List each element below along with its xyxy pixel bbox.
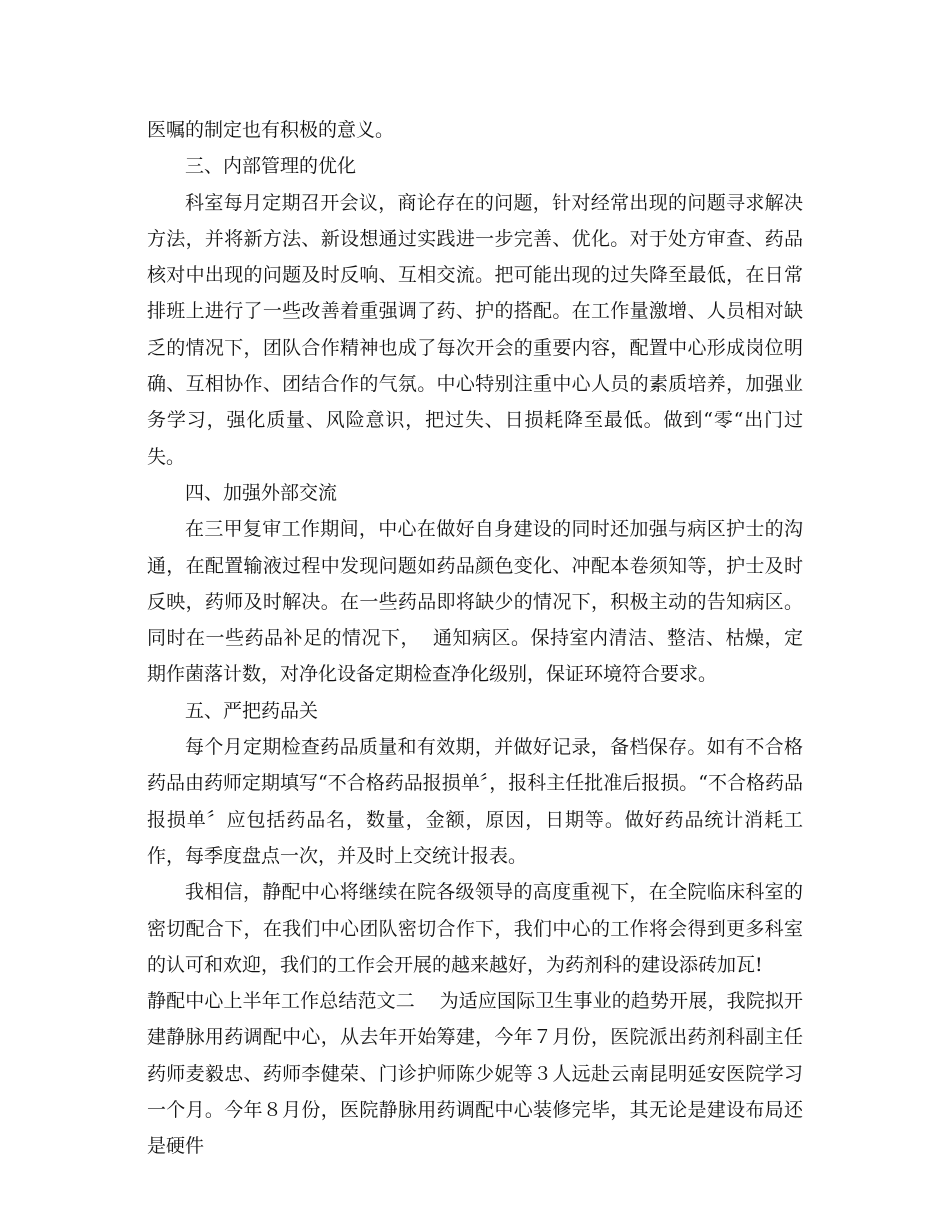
paragraph-continuation: 医嘱的制定也有积极的意义。 (147, 119, 395, 141)
paragraph-conclusion: 我相信，静配中心将继续在院各级领导的高度重视下，在全院临床科室的密切配合下，在我们中心团队密切合作下，我们中心的工作将会得到更多科室的认可和欢迎，我们的工作会开展的越来越好，为药剂科的建设添砖加瓦! (147, 881, 803, 976)
paragraph-internal-management: 科室每月定期召开会议，商论存在的问题，针对经常出现的问题寻求解决方法，并将新方法、新设想通过实践进一步完善、优化。对于处方审查、药品核对中出现的问题及时反响、互相交流。把可能出现的过失降至最低，在日常排班上进行了一些改善着重强调了药、护的搭配。在工作量激增、人员相对缺乏的情况下，团队合作精神也成了每次开会的重要内容，配置中心形成岗位明确、互相协作、团结合作的气氛。中心特别注重中心人员的素质培养，加强业务学习，强化质量、风险意识，把过失、日损耗降至最低。做到“零“出门过失。 (147, 191, 803, 468)
section-heading-internal-management: 三、内部管理的优化 (185, 155, 357, 178)
section-heading-external-communication: 四、加强外部交流 (185, 481, 338, 504)
document-body (147, 112, 803, 1165)
section-heading-drug-control: 五、严把药品关 (185, 699, 319, 722)
paragraph-drug-control: 每个月定期检查药品质量和有效期，并做好记录，备档保存。如有不合格药品由药师定期填写“不合格药品报损单〞，报科主任批准后报损。“不合格药品报损单〞应包括药品名，数量，金额，原因，日期等。做好药品统计消耗工作，每季度盘点一次，并及时上交统计报表。 (147, 736, 803, 867)
paragraph-external-communication: 在三甲复审工作期间，中心在做好自身建设的同时还加强与病区护士的沟通，在配置输液过程中发现问题如药品颜色变化、冲配本卷须知等，护士及时反映，药师及时解决。在一些药品即将缺少的情况下，积极主动的告知病区。同时在一些药品补足的情况下， 通知病区。保持室内清洁、整洁、枯燥，定期作菌落计数，对净化设备定期检查净化级别，保证环境符合要求。 (147, 518, 803, 686)
paragraph-second-essay: 静配中心上半年工作总结范文二 为适应国际卫生事业的趋势开展，我院拟开建静脉用药调配中心，从去年开始筹建，今年７月份，医院派出药剂科副主任药师麦毅忠、药师李健荣、门诊护师陈少妮等３人远赴云南昆明延安医院学习一个月。今年８月份，医院静脉用药调配中心装修完毕，其无论是建设布局还是硬件 (147, 990, 803, 1158)
